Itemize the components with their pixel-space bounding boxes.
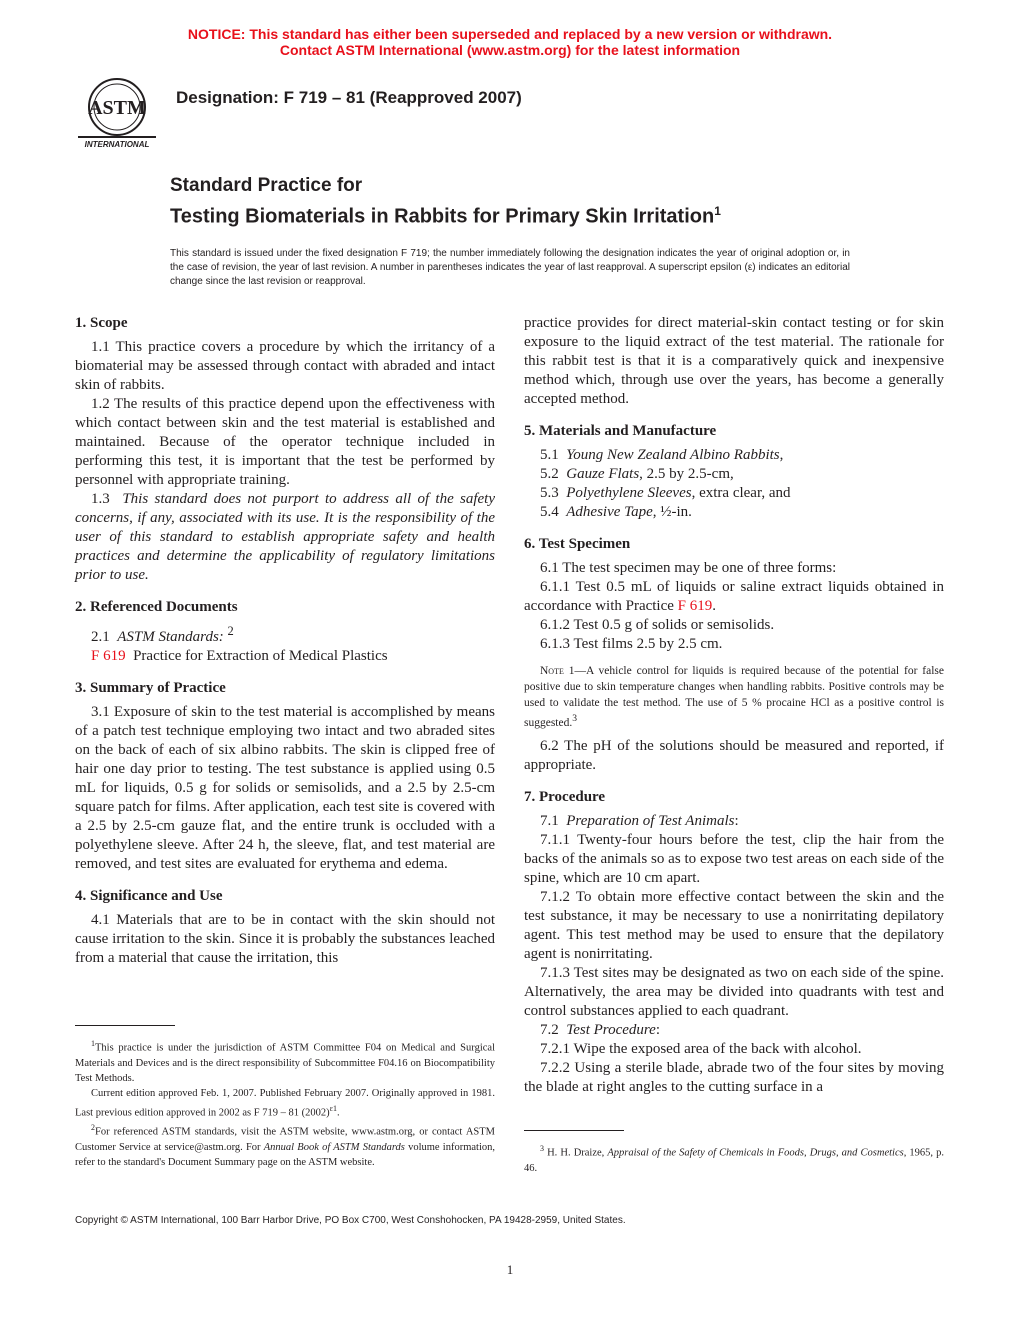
section-heading-referenced: 2. Referenced Documents: [75, 599, 238, 615]
paragraph-2-1: 2.1 ASTM Standards: $^2$: [91, 624, 234, 645]
section-heading-specimen: 6. Test Specimen: [524, 536, 631, 552]
section-heading-scope: 1. Scope: [75, 315, 128, 331]
title-footnote-mark: 1: [714, 204, 721, 218]
document-title: [170, 174, 721, 230]
page-number: 1: [506, 1262, 514, 1277]
reference-f619: F 619 Practice for Extraction of Medical Plastics: [91, 648, 388, 664]
copyright: Copyright © ASTM International, 100 Barr Harbor Drive, PO Box C700, West Conshohocken, PA 19428-2959, United States.: [75, 1215, 626, 1226]
footnote-rule-right: [524, 1130, 624, 1131]
material-item: 5.2 Gauze Flats, 2.5 by 2.5-cm,: [540, 466, 734, 482]
designation: Designation: F 719 – 81 (Reapproved 2007): [176, 88, 522, 107]
material-item: 5.3 Polyethylene Sleeves, extra clear, and: [540, 485, 791, 501]
footnote-rule-left: [75, 1025, 175, 1026]
reference-link-f619[interactable]: F 619: [91, 648, 126, 664]
paragraph-6-1-1: 6.1.1 Test 0.5 mL of liquids or saline extract liquids obtained in accordance with Practice F 619.: [524, 579, 944, 614]
paragraph-6-1: 6.1 The test specimen may be one of three forms:: [540, 560, 837, 576]
notice-line-1: NOTICE: This standard has either been superseded and replaced by a new version or withdrawn.: [187, 26, 833, 42]
note-1: Note 1—A vehicle control for liquids is required because of the potential for false positive due to skin temperature changes when handling rabbits. Positive controls may be used to validate the test method. The use of 5 % procaine HCl as a positive control is suggested.$^3$: [524, 665, 944, 729]
logo-text: ASTM: [88, 97, 146, 119]
paragraph-7-1-1: 7.1.1 Twenty-four hours before the test, clip the hair from the backs of the animals so as to expose two test areas on each side of the spine, which are 10 cm apart.: [524, 831, 944, 886]
paragraph-7-1-3: 7.1.3 Test sites may be designated as two on each side of the spine. Alternatively, the area may be divided into quadrants with test and control substances applied to each quadrant.: [524, 964, 944, 1019]
paragraph-6-1-3: 6.1.3 Test films 2.5 by 2.5 cm.: [540, 636, 723, 652]
footnote-1b: Current edition approved Feb. 1, 2007. Published February 2007. Originally approved in 1981. Last previous edition approved in 2002 as F 719 – 81 $(2002)^{\varepsilon 1}$.: [75, 1087, 495, 1118]
paragraph-7-2: 7.2 Test Procedure:: [540, 1021, 660, 1038]
astm-logo: [72, 74, 162, 152]
paragraph-6-1-2: 6.1.2 Test 0.5 g of solids or semisolids.: [540, 617, 775, 633]
right-column: [524, 314, 944, 1097]
material-item: 5.4 Adhesive Tape, ½-in.: [540, 504, 692, 520]
logo-subtext: INTERNATIONAL: [84, 140, 150, 149]
paragraph-7-2-1: 7.2.1 Wipe the exposed area of the back with alcohol.: [540, 1040, 862, 1057]
section-heading-summary: 3. Summary of Practice: [75, 680, 226, 696]
title-line-1: Standard Practice for: [170, 175, 363, 196]
practice-link-f619[interactable]: F 619: [677, 598, 713, 614]
left-column: [75, 314, 495, 968]
paragraph-4-1-continued: practice provides for direct material-skin contact testing or for skin exposure to the liquid extract of the test material. The rationale for this rabbit test is that it is a comparatively quick and inexpensive method which, through use over the years, has become a generally accepted method.: [524, 315, 944, 407]
title-line-2: Testing Biomaterials in Rabbits for Primary Skin Irritation$^1$: [170, 204, 721, 228]
paragraph-3-1: 3.1 Exposure of skin to the test material is accomplished by means of a patch test technique employing two intact and two abraded sites on the back of each of six albino rabbits. The skin is clipped free of hair one day prior to testing. The test substance is applied using 0.5 mL for liquids, 0.5 g for solids or semisolids, and a 2.5 by 2.5-cm square patch for films. After application, each test site is covered with a 2.5 by 2.5-cm gauze flat, and the entire trunk is occluded with a polyethylene sleeve. After 24 h, the sleeve, flat, and test material are removed, and test sites are evaluated for erythema and edema.: [75, 704, 495, 872]
paragraph-6-2: 6.2 The pH of the solutions should be measured and reported, if appropriate.: [524, 737, 944, 773]
paragraph-1-3: 1.3 This standard does not purport to address all of the safety concerns, if any, associated with its use. It is the responsibility of the user of this standard to establish appropriate safety and health practices and determine the applicability of regulatory limitations prior to use.: [75, 491, 496, 583]
paragraph-7-2-2: 7.2.2 Using a sterile blade, abrade two of the four sites by moving the blade at right angles to the cutting surface in a: [524, 1059, 944, 1095]
section-heading-materials: 5. Materials and Manufacture: [524, 423, 717, 439]
paragraph-1-1: 1.1 This practice covers a procedure by which the irritancy of a biomaterial may be assessed through contact with abraded and intact skin of rabbits.: [75, 339, 495, 393]
paragraph-7-1-2: 7.1.2 To obtain more effective contact between the skin and the test substance, it may be necessary to use a nonirritating depilatory agent. This test method may be used to ensure that the depilatory agent is nonirritating.: [524, 888, 944, 962]
notice-line-2: Contact ASTM International (www.astm.org) for the latest information: [279, 42, 741, 58]
footnotes-left: [75, 1036, 495, 1170]
paragraph-7-1: 7.1 Preparation of Test Animals:: [540, 812, 739, 829]
footnotes-right: [524, 1141, 944, 1176]
paragraph-1-2: 1.2 The results of this practice depend upon the effectiveness with which contact between skin and the test material is established and maintained. Because of the operator technique included in performing this test, it is important that the test be performed by personnel with appropriate training.: [75, 396, 495, 488]
material-item: 5.1 Young New Zealand Albino Rabbits,: [540, 447, 784, 463]
issued-note: This standard is issued under the fixed designation F 719; the number immediately following the designation indicates the year of original adoption or, in the case of revision, the year of last revision. A number in parentheses indicates the year of last reapproval. A superscript epsilon (ε) indicates an editorial change since the last revision or reapproval.: [170, 248, 850, 287]
notice-banner: [0, 26, 1020, 58]
section-heading-significance: 4. Significance and Use: [75, 888, 223, 904]
footnote-1: $^1$This practice is under the jurisdiction of ASTM Committee F04 on Medical and Surgical Materials and Devices and is the direct responsibility of Subcommittee F04.16 on Biocompatibility Test Methods.: [75, 1039, 495, 1084]
section-heading-procedure: 7. Procedure: [524, 788, 606, 805]
paragraph-4-1: 4.1 Materials that are to be in contact with the skin should not cause irritation to the skin. Since it is probably the substances leached from a material that cause the irritation, this: [75, 912, 495, 966]
footnote-3: $^3$ H. H. Draize, Appraisal of the Safety of Chemicals in Foods, Drugs, and Cosmetics, 1965, p. 46.: [524, 1144, 945, 1174]
footnote-2: $^2$For referenced ASTM standards, visit the ASTM website, www.astm.org, or contact ASTM Customer Service at service@astm.org. For Annual Book of ASTM Standards volume information, refer to the standard's Document Summary page on the ASTM website.: [75, 1123, 495, 1168]
